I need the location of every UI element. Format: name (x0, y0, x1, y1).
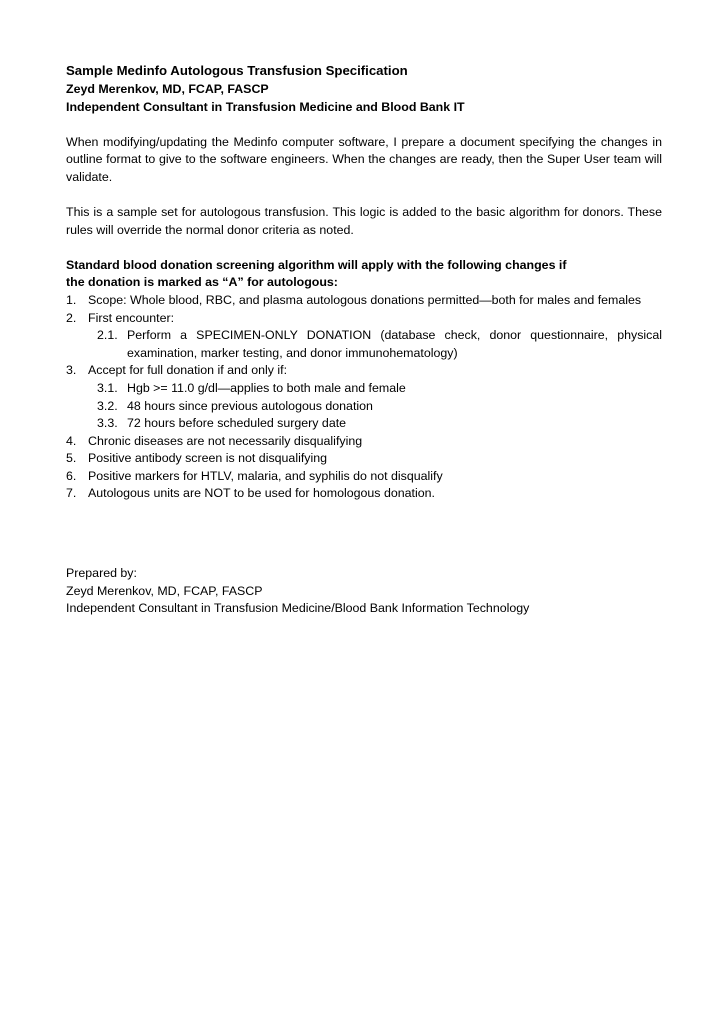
list-item-number: 6. (66, 468, 77, 483)
sub-list-item-number: 3.1. (97, 380, 118, 395)
prepared-by-role: Independent Consultant in Transfusion Medicine/Blood Bank Information Technology (66, 601, 530, 616)
sub-list-item (66, 327, 662, 362)
sub-list-item-text: Perform a SPECIMEN-ONLY DONATION (database check, donor questionnaire, physical examination, marker testing, and donor immunohematology) (127, 328, 662, 360)
list-item-text: Accept for full donation if and only if: (88, 363, 288, 378)
list-item-text: Autologous units are NOT to be used for homologous donation. (88, 486, 435, 501)
sub-list-item-number: 3.3. (97, 416, 118, 431)
sub-list-item (66, 398, 662, 416)
list-item-text: First encounter: (88, 310, 175, 325)
role-line: Independent Consultant in Transfusion Medicine and Blood Bank IT (66, 100, 465, 114)
list-item-number: 4. (66, 433, 77, 448)
rules-heading-line-1: Standard blood donation screening algorithm will apply with the following changes if (66, 257, 567, 272)
list-item (66, 468, 662, 486)
sub-list-item (66, 415, 662, 433)
sub-list-item-number: 3.2. (97, 398, 118, 413)
list-item-number: 1. (66, 292, 77, 307)
intro-paragraph-1: When modifying/updating the Medinfo computer software, I prepare a document specifying the changes in outline format to give to the software engineers. When the changes are ready, then the Super User team will validate. (66, 134, 662, 184)
sub-list-item-number: 2.1. (97, 328, 118, 343)
list-item-text: Positive markers for HTLV, malaria, and syphilis do not disqualify (88, 468, 443, 483)
spacer (66, 116, 662, 134)
spacer (66, 503, 662, 565)
rules-heading-line-2: the donation is marked as “A” for autologous: (66, 275, 338, 290)
page-title: Sample Medinfo Autologous Transfusion Specification (66, 63, 408, 78)
list-item-number: 5. (66, 451, 77, 466)
list-item (66, 362, 662, 380)
prepared-by-name: Zeyd Merenkov, MD, FCAP, FASCP (66, 583, 263, 598)
spacer (66, 239, 662, 257)
list-item-text: Scope: Whole blood, RBC, and plasma autologous donations permitted—both for males and females (88, 292, 642, 307)
document-body (66, 62, 662, 618)
list-item (66, 292, 662, 310)
sub-list-item-text: Hgb >= 11.0 g/dl—applies to both male and female (127, 380, 406, 395)
sub-list-item-text: 72 hours before scheduled surgery date (127, 416, 347, 431)
rules-outline-list (66, 292, 662, 503)
list-item-text: Positive antibody screen is not disqualifying (88, 451, 327, 466)
list-item (66, 433, 662, 451)
list-item (66, 485, 662, 503)
intro-paragraph-2: This is a sample set for autologous transfusion. This logic is added to the basic algorithm for donors. These rules will override the normal donor criteria as noted. (66, 204, 662, 237)
list-item (66, 450, 662, 468)
author-line: Zeyd Merenkov, MD, FCAP, FASCP (66, 82, 269, 96)
spacer (66, 186, 662, 204)
prepared-by-label: Prepared by: (66, 566, 137, 581)
sub-list-item (66, 380, 662, 398)
list-item-text: Chronic diseases are not necessarily disqualifying (88, 433, 363, 448)
list-item-number: 3. (66, 363, 77, 378)
list-item-number: 2. (66, 310, 77, 325)
sub-list-item-text: 48 hours since previous autologous donation (127, 398, 373, 413)
list-item-number: 7. (66, 486, 77, 501)
list-item (66, 310, 662, 328)
